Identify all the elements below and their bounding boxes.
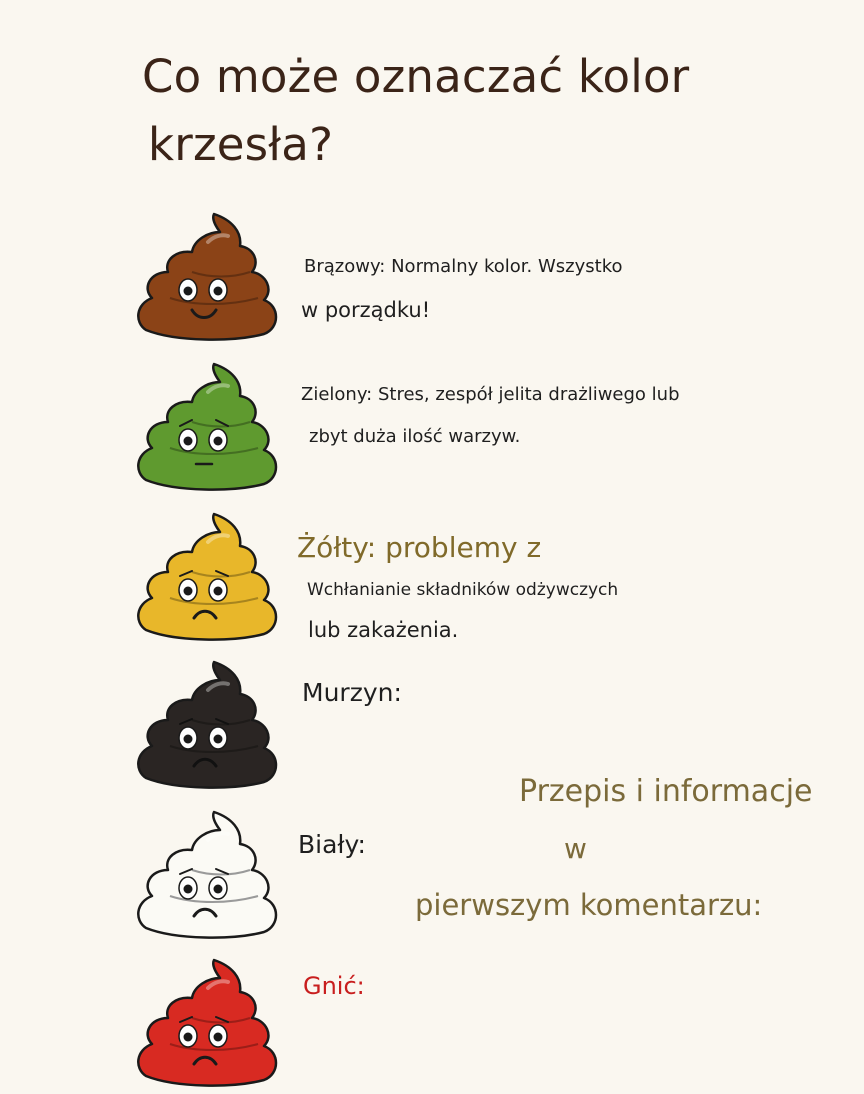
page-title-line-1: Co może oznaczać kolor [142,50,690,103]
item-white-label: Biały: [298,830,366,859]
info-line-1: Przepis i informacje [519,774,813,809]
item-green-text-2: zbyt duża ilość warzyw. [309,426,521,447]
yellow-poop-sad-icon [134,510,280,648]
item-brown-text-2: w porządku! [301,298,431,322]
brown-poop-smile-icon [134,210,280,348]
info-line-3: pierwszym komentarzu: [415,888,763,922]
item-yellow-text-2: lub zakażenia. [308,618,459,642]
item-yellow-heading: Żółty: problemy z [297,531,542,564]
item-yellow-text-1: Wchłanianie składników odżywczych [307,580,619,600]
red-poop-sad-icon [134,956,280,1094]
item-brown-text-1: Brązowy: Normalny kolor. Wszystko [304,256,623,277]
info-line-2: w [564,832,587,865]
item-black-label: Murzyn: [302,678,402,707]
white-poop-sad-icon [134,808,280,946]
black-poop-sad-icon [134,658,280,796]
green-poop-worried-icon [134,360,280,498]
page-title-line-2: krzesła? [148,118,334,171]
item-green-text-1: Zielony: Stres, zespół jelita drażliwego lub [301,384,680,405]
item-red-label: Gnić: [303,972,365,1000]
